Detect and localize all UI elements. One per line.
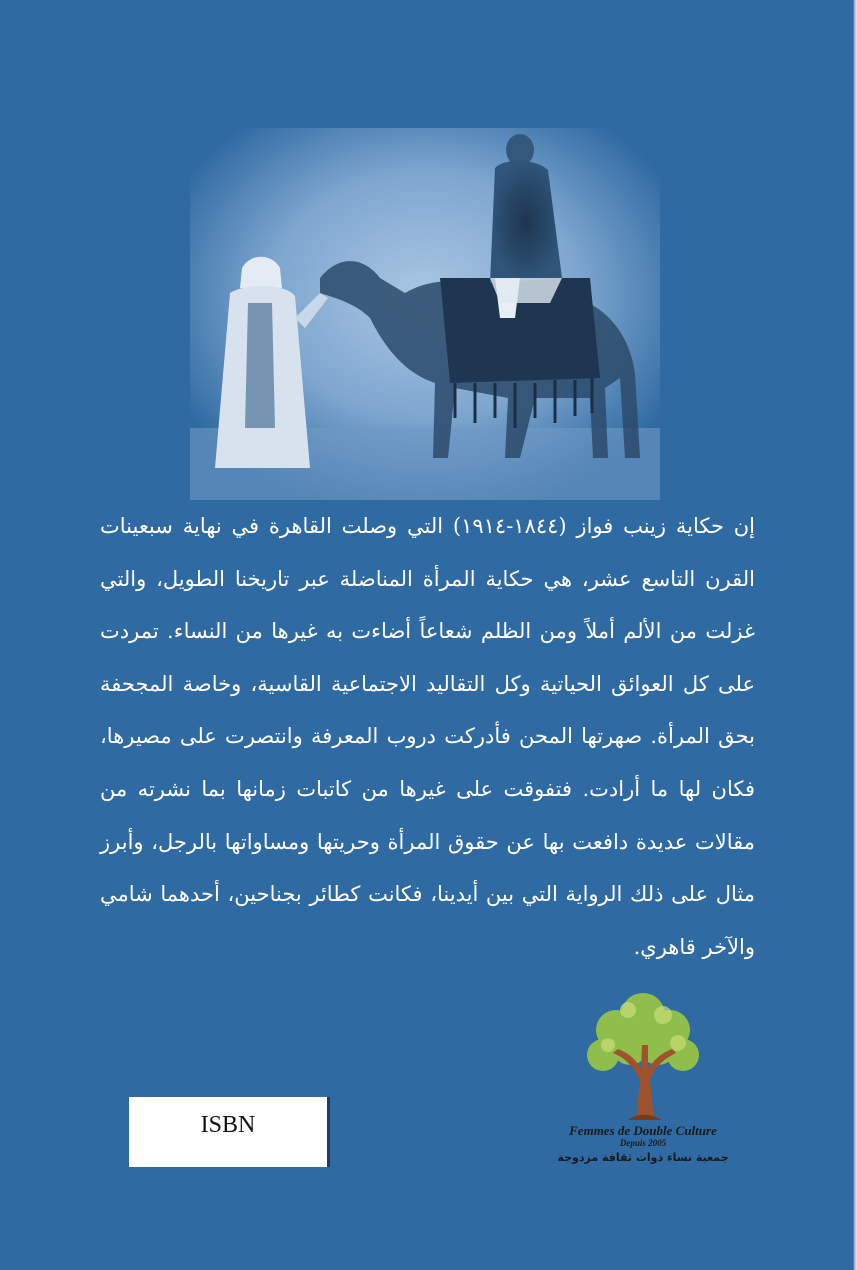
page-edge [853, 0, 857, 1270]
isbn-label: ISBN [200, 1111, 256, 1138]
blurb-text: إن حكاية زينب فواز (١٨٤٤-١٩١٤) التي وصلت القاهرة في نهاية سبعينات القرن التاسع عشر، هي حكاية المرأة المناضلة عبر تاريخنا الطويل، والتي غزلت من الألم أملاً ومن الظلم شعاعاً أضاءت به غيرها من النساء. تمردت على كل العوائق الحياتية وكل التقاليد الاجتماعية القاسية، وخاصة المجحفة بحق المرأة. صهرتها المحن فأدركت دروب المعرفة وانتصرت على مصيرها، فكان لها ما أرادت. فتفوقت على غيرها من كاتبات زمانها بما نشرته من مقالات عديدة دافعت بها عن حقوق المرأة وحريتها ومساواتها بالرجل، وأبرز مثال على ذلك الرواية التي بين أيدينا، فكانت كطائر بجناحين، أحدهما شامي والآخر قاهري. [100, 514, 755, 959]
publisher-logo [548, 985, 738, 1170]
logo-name-arabic: جمعية نساء ذوات ثقافة مزدوجة [557, 1151, 729, 1164]
tree-logo-icon [578, 985, 708, 1125]
cover-photo-man-with-camel [190, 128, 660, 500]
isbn-box [129, 1097, 330, 1167]
logo-since: Depuis 2005 [619, 1138, 667, 1148]
logo-name-french: Femmes de Double Culture [569, 1123, 717, 1138]
back-cover-blurb [100, 500, 755, 973]
